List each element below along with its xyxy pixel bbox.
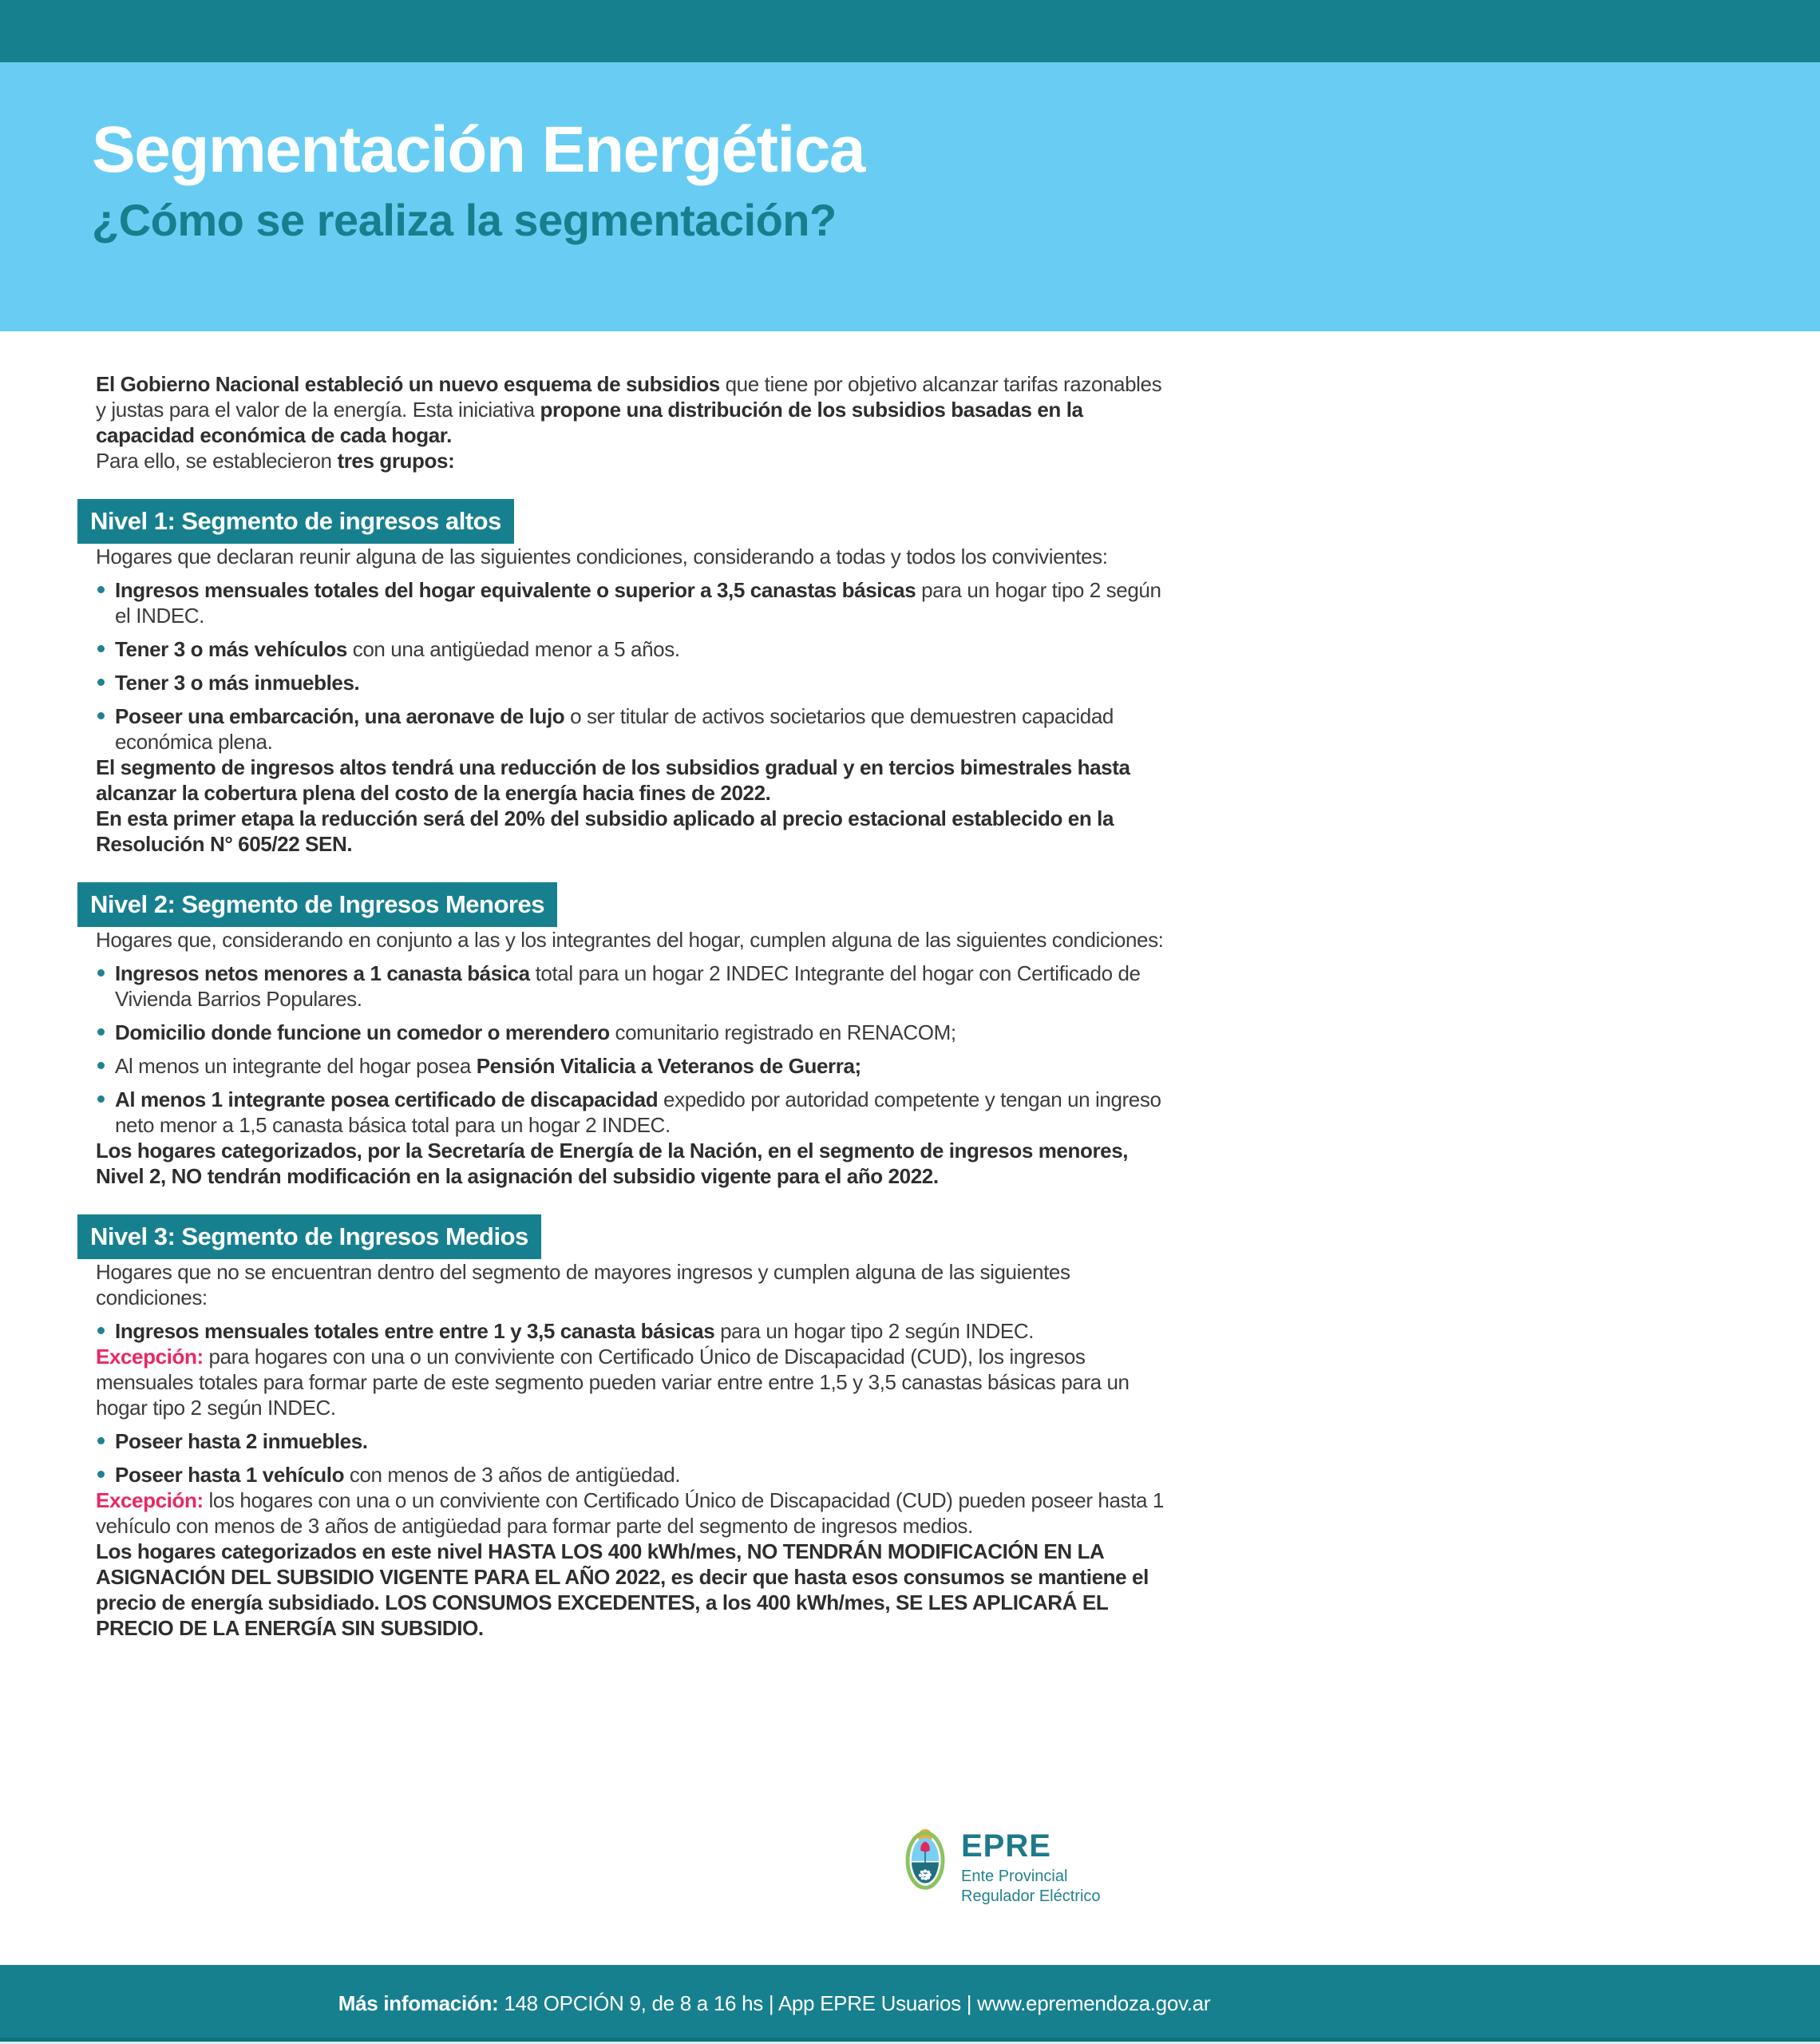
- bullet-rest: expedido por autoridad competente y tengan un ingreso neto menor a 1,5 canasta básica total para un hogar 2 INDEC.: [115, 1087, 1161, 1137]
- list-item: [96, 961, 1169, 1012]
- hero-banner: [0, 62, 1820, 331]
- bullet-rest: para un hogar tipo 2 según INDEC.: [714, 1319, 1035, 1343]
- groups-bold: tres grupos:: [337, 449, 455, 473]
- intro-paragraph: [96, 371, 1169, 448]
- bullet-icon: [97, 1028, 105, 1036]
- groups-regular: Para ello, se establecieron: [96, 449, 338, 473]
- bullet-icon: [97, 969, 105, 976]
- intro-bold-1: El Gobierno Nacional estableció un nuevo esquema de subsidios: [96, 372, 720, 396]
- exception-text: para hogares con una o un conviviente con Certificado Único de Discapacidad (CUD), los ingresos mensuales totales para formar parte de este segmento pueden variar entre entre 1,5 y 3,5 canastas básicas para un hogar tipo 2 según INDEC.: [96, 1345, 1130, 1420]
- bullet-icon: [97, 645, 105, 652]
- bullet-rest: para un hogar tipo 2 según el INDEC.: [115, 578, 1161, 628]
- level2-note: Los hogares categorizados, por la Secretaría de Energía de la Nación, en el segmento de ingresos menores, Nivel 2, NO tendrán modificación en la asignación del subsidio vigente para el año 2022.: [96, 1139, 1129, 1188]
- bullet-icon: [97, 1471, 105, 1478]
- bullet-icon: [97, 1095, 105, 1103]
- bullet-icon: [97, 1062, 105, 1069]
- list-item: [96, 1428, 1169, 1454]
- main-content: [0, 331, 1169, 1641]
- bullet-bold: Poseer hasta 2 inmuebles.: [115, 1429, 368, 1453]
- list-item: [96, 1053, 1169, 1079]
- bullet-rest: con menos de 3 años de antigüedad.: [344, 1463, 681, 1487]
- bullet-bold: Domicilio donde funcione un comedor o merendero: [115, 1020, 610, 1044]
- level2-section: [90, 857, 1169, 1189]
- list-item: [96, 670, 1169, 695]
- bullet-icon: [97, 586, 105, 593]
- footer-label: Más infomación:: [338, 1991, 499, 2015]
- epre-logo-text: [961, 1830, 1101, 1907]
- epre-acronym: EPRE: [961, 1828, 1051, 1864]
- bullet-bold: Poseer una embarcación, una aeronave de lujo: [115, 704, 565, 728]
- level1-note-1: El segmento de ingresos altos tendrá una reducción de los subsidios gradual y en tercios bimestrales hasta alcanzar la cobertura plena del costo de la energía hacia fines de 2022.: [96, 755, 1130, 805]
- list-item: [96, 1020, 1169, 1045]
- list-item: [96, 577, 1169, 628]
- bullet-rest: con una antigüedad menor a 5 años.: [346, 637, 680, 661]
- epre-logo: [900, 1820, 1101, 1907]
- level3-exception-2: [96, 1487, 1169, 1539]
- level1-note-2: En esta primer etapa la reducción será del 20% del subsidio aplicado al precio estacional establecido en la Resolución N° 605/22 SEN.: [96, 806, 1114, 856]
- bullet-rest: o ser titular de activos societarios que demuestren capacidad económica plena.: [115, 704, 1114, 754]
- bullet-bold: Ingresos mensuales totales del hogar equivalente o superior a 3,5 canastas básicas: [115, 578, 916, 602]
- bullet-rest: total para un hogar 2 INDEC Integrante del hogar con Certificado de Vivienda Barrios Populares.: [115, 961, 1141, 1011]
- level1-heading: Nivel 1: Segmento de ingresos altos: [77, 499, 514, 544]
- bullet-icon: [97, 1437, 105, 1444]
- epre-shield-icon: [900, 1820, 950, 1900]
- list-item: [96, 636, 1169, 662]
- exception-label: Excepción:: [96, 1345, 204, 1369]
- bullet-pre: Al menos un integrante del hogar posea: [115, 1054, 477, 1078]
- list-item: [96, 1462, 1169, 1487]
- intro-bold-2: propone una distribución de los subsidios basadas en la capacidad económica de cada hogar.: [96, 398, 1083, 447]
- list-item: [96, 1318, 1169, 1344]
- epre-subtitle-line2: Regulador Eléctrico: [961, 1888, 1101, 1905]
- bullet-icon: [97, 1327, 105, 1334]
- bullet-bold: Poseer hasta 1 vehículo: [115, 1463, 345, 1487]
- footer-bar: [0, 1965, 1820, 2044]
- level3-exception-1: [96, 1344, 1169, 1420]
- level1-intro: Hogares que declaran reunir alguna de las siguientes condiciones, considerando a todas y todos los convivientes:: [96, 545, 1108, 568]
- level2-heading: Nivel 2: Segmento de Ingresos Menores: [77, 882, 557, 927]
- level3-final-note: Los hogares categorizados en este nivel HASTA LOS 400 kWh/mes, NO TENDRÁN MODIFICACIÓN EN LA ASIGNACIÓN DEL SUBSIDIO VIGENTE PARA EL AÑO 2022, es decir que hasta esos consumos se mantiene el precio de energía subsidiado. LOS CONSUMOS EXCEDENTES, a los 400 kWh/mes, SE LES APLICARÁ EL PRECIO DE LA ENERGÍA SIN SUBSIDIO.: [96, 1539, 1149, 1640]
- bullet-bold: Al menos 1 integrante posea certificado de discapacidad: [115, 1087, 659, 1111]
- intro-regular-1: que tiene por objetivo alcanzar tarifas razonables y justas para el valor de la energía. Esta iniciativa: [96, 372, 1162, 422]
- footer-text: 148 OPCIÓN 9, de 8 a 16 hs | App EPRE Usuarios | www.epremendoza.gov.ar: [498, 1991, 1211, 2015]
- top-bar: [0, 0, 1820, 62]
- exception-label: Excepción:: [96, 1488, 204, 1512]
- level3-heading: Nivel 3: Segmento de Ingresos Medios: [77, 1214, 541, 1259]
- list-item: [96, 1087, 1169, 1138]
- bullet-bold: Ingresos mensuales totales entre entre 1 y 3,5 canasta básicas: [115, 1319, 715, 1343]
- exception-text: los hogares con una o un conviviente con Certificado Único de Discapacidad (CUD) pueden poseer hasta 1 vehículo con menos de 3 años de antigüedad para formar parte del segmento de ingresos medios.: [96, 1488, 1164, 1538]
- bullet-bold: Tener 3 o más vehículos: [115, 637, 347, 661]
- footer-contact-info: [0, 1965, 1549, 2042]
- epre-subtitle: [961, 1867, 1101, 1907]
- page-title: Segmentación Energética: [92, 113, 865, 186]
- level3-intro: Hogares que no se encuentran dentro del segmento de mayores ingresos y cumplen alguna de las siguientes condiciones:: [96, 1260, 1070, 1309]
- level1-bullet-list: [96, 577, 1169, 755]
- list-item: [96, 703, 1169, 755]
- bullet-icon: [97, 679, 105, 686]
- level2-bullet-list: [96, 961, 1169, 1138]
- bullet-rest: comunitario registrado en RENACOM;: [609, 1020, 956, 1044]
- level1-section: [90, 473, 1169, 857]
- level3-bullet-list-2: [96, 1428, 1169, 1487]
- level2-intro: Hogares que, considerando en conjunto a las y los integrantes del hogar, cumplen alguna de las siguientes condiciones:: [96, 928, 1164, 952]
- bullet-icon: [97, 712, 105, 719]
- level3-bullet-list: [96, 1318, 1169, 1344]
- epre-subtitle-line1: Ente Provincial: [961, 1868, 1068, 1885]
- groups-paragraph: [96, 448, 1169, 473]
- level3-section: [90, 1189, 1169, 1641]
- bullet-bold: Ingresos netos menores a 1 canasta básica: [115, 961, 530, 985]
- page-subtitle: ¿Cómo se realiza la segmentación?: [92, 194, 837, 245]
- bullet-bold: Pensión Vitalicia a Veteranos de Guerra;: [476, 1054, 861, 1078]
- bullet-bold: Tener 3 o más inmuebles.: [115, 671, 360, 695]
